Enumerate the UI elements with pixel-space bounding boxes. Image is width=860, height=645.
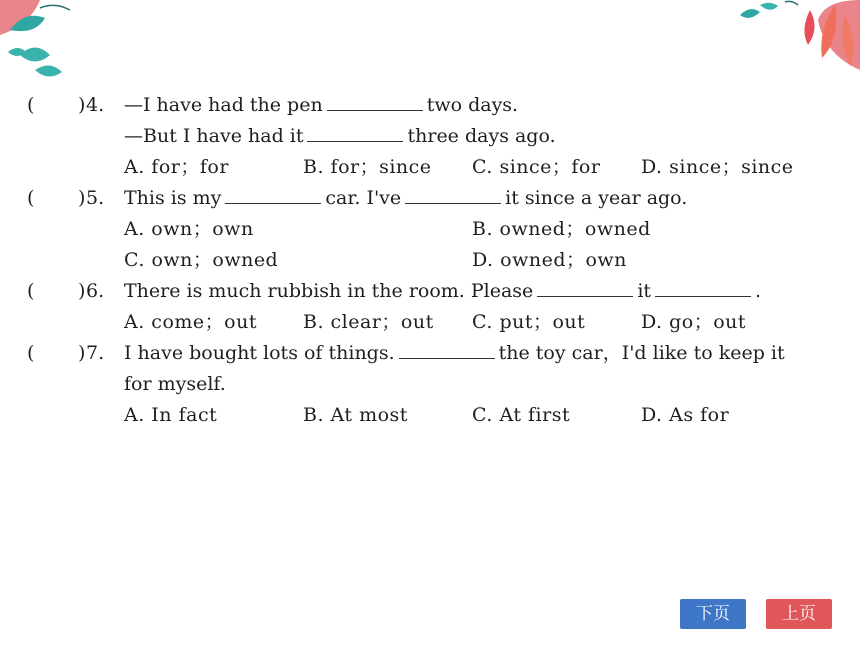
question-number: 4. [86,94,105,116]
option-a: A. come；out [124,311,257,333]
option-c: C. put；out [472,311,586,333]
question-number: 7. [86,342,105,364]
answer-blank [225,185,321,204]
option-a: A. for；for [124,156,229,178]
answer-paren-open: ( [27,187,35,209]
question-line: —But I have had it three days ago. [124,125,556,147]
option-b: B. for；since [303,156,432,178]
answer-paren-open: ( [27,280,35,302]
question-line: for myself. [124,373,226,395]
answer-blank [655,278,751,297]
answer-blank [405,185,501,204]
question-line: —I have had the pen two days. [124,94,519,116]
question-line: I have bought lots of things. the toy car，I'd like to keep it [124,342,785,364]
answer-paren-close: ) [78,187,86,209]
answer-paren-open: ( [27,342,35,364]
answer-paren-close: ) [78,280,86,302]
next-page-button[interactable]: 下页 [680,599,746,629]
option-a: A. In fact [124,404,218,426]
answer-paren-close: ) [78,342,86,364]
answer-blank [537,278,633,297]
leaf-decoration-top-left [0,0,80,90]
option-c: C. own；owned [124,249,279,271]
answer-blank [307,123,403,142]
question-line: This is my car. I've it since a year ago. [124,187,688,209]
option-b: B. At most [303,404,408,426]
leaf-decoration-top-right [730,0,860,75]
option-c: C. At first [472,404,571,426]
option-a: A. own；own [124,218,254,240]
previous-page-button[interactable]: 上页 [766,599,832,629]
option-c: C. since；for [472,156,601,178]
option-b: B. clear；out [303,311,434,333]
answer-blank [327,92,423,111]
option-b: B. owned；owned [472,218,651,240]
option-d: D. go；out [641,311,747,333]
answer-paren-open: ( [27,94,35,116]
option-d: D. As for [641,404,730,426]
option-d: D. since；since [641,156,794,178]
option-d: D. owned；own [472,249,627,271]
question-line: There is much rubbish in the room. Please it . [124,280,762,302]
answer-paren-close: ) [78,94,86,116]
question-number: 5. [86,187,105,209]
answer-blank [399,340,495,359]
question-number: 6. [86,280,105,302]
